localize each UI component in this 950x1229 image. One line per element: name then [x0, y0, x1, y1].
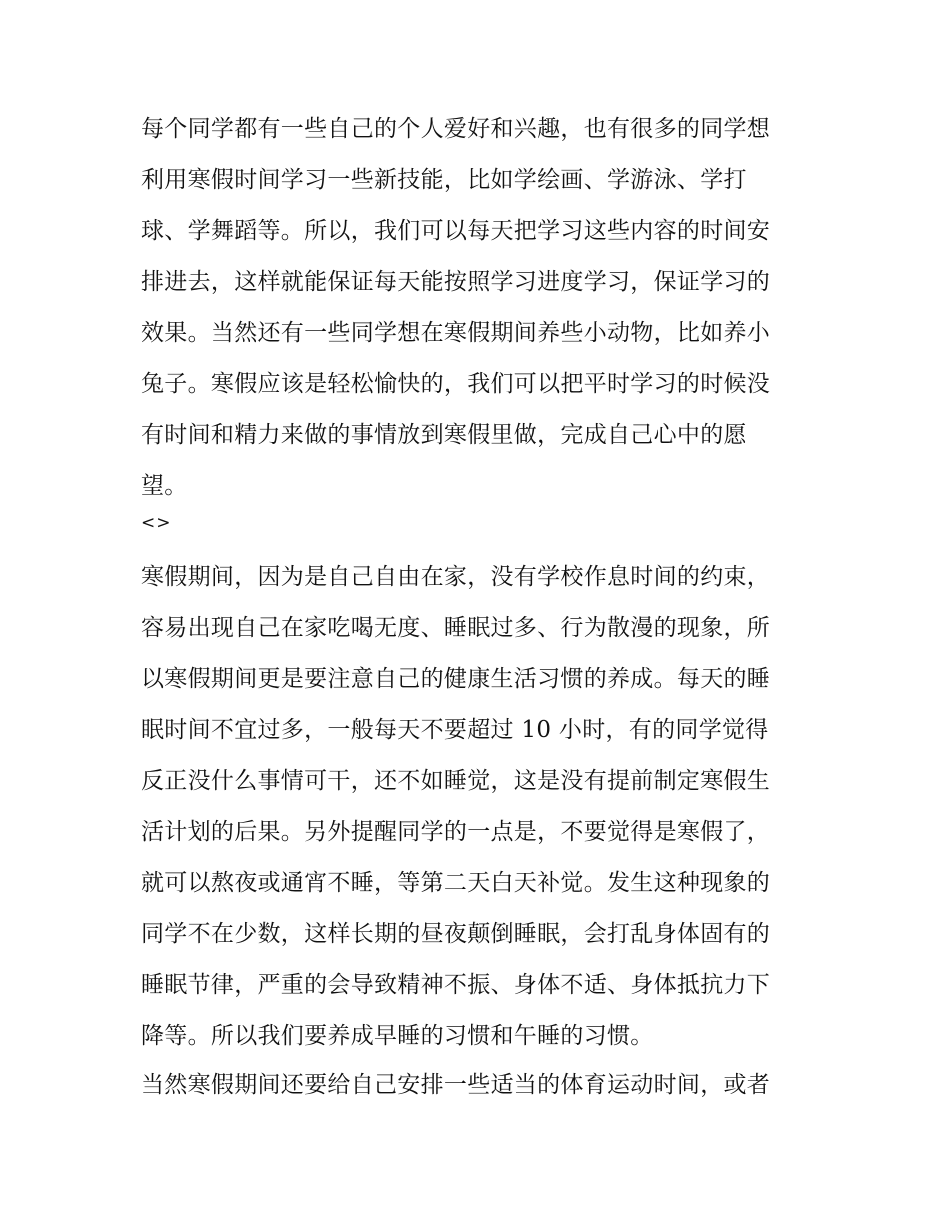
- text-line: 眠时间不宜过多，一般每天不要超过 10 小时，有的同学觉得: [141, 717, 769, 743]
- text-line: 当然寒假期间还要给自己安排一些适当的体育运动时间，或者: [141, 1072, 771, 1098]
- text-line: 有时间和精力来做的事情放到寒假里做，完成自己心中的愿: [141, 422, 747, 448]
- text-line: 以寒假期间更是要注意自己的健康生活习惯的养成。每天的睡: [141, 666, 771, 692]
- text-line: 同学不在少数，这样长期的昼夜颠倒睡眠，会打乱身体固有的: [141, 921, 771, 947]
- text-line: 反正没什么事情可干，还不如睡觉，这是没有提前制定寒假生: [141, 768, 771, 794]
- text-line: 睡眠节律，严重的会导致精神不振、身体不适、身体抵抗力下: [141, 972, 771, 998]
- paragraph-hobbies: [141, 104, 816, 512]
- text-line: 球、学舞蹈等。所以，我们可以每天把学习这些内容的时间安: [141, 218, 771, 244]
- text-line: 就可以熬夜或通宵不睡，等第二天白天补觉。发生这种现象的: [141, 870, 771, 896]
- text-line: 每个同学都有一些自己的个人爱好和兴趣，也有很多的同学想: [141, 116, 771, 142]
- text-line: 活计划的后果。另外提醒同学的一点是，不要觉得是寒假了，: [141, 819, 771, 845]
- text-line: 降等。所以我们要养成早睡的习惯和午睡的习惯。: [141, 1023, 654, 1049]
- text-line: 效果。当然还有一些同学想在寒假期间养些小动物，比如养小: [141, 320, 771, 346]
- paragraph-healthy-habits: [141, 552, 816, 1062]
- paragraph-exercise: [141, 1060, 816, 1111]
- text-line: 兔子。寒假应该是轻松愉快的，我们可以把平时学习的时候没: [141, 371, 771, 397]
- text-line: 望。: [141, 473, 188, 499]
- section-separator: <>: [141, 513, 172, 533]
- text-line: 容易出现自己在家吃喝无度、睡眠过多、行为散漫的现象，所: [141, 615, 771, 641]
- text-line: 利用寒假时间学习一些新技能，比如学绘画、学游泳、学打: [141, 167, 747, 193]
- text-line: 排进去，这样就能保证每天能按照学习进度学习，保证学习的: [141, 269, 771, 295]
- text-line: 寒假期间，因为是自己自由在家，没有学校作息时间的约束，: [141, 564, 771, 590]
